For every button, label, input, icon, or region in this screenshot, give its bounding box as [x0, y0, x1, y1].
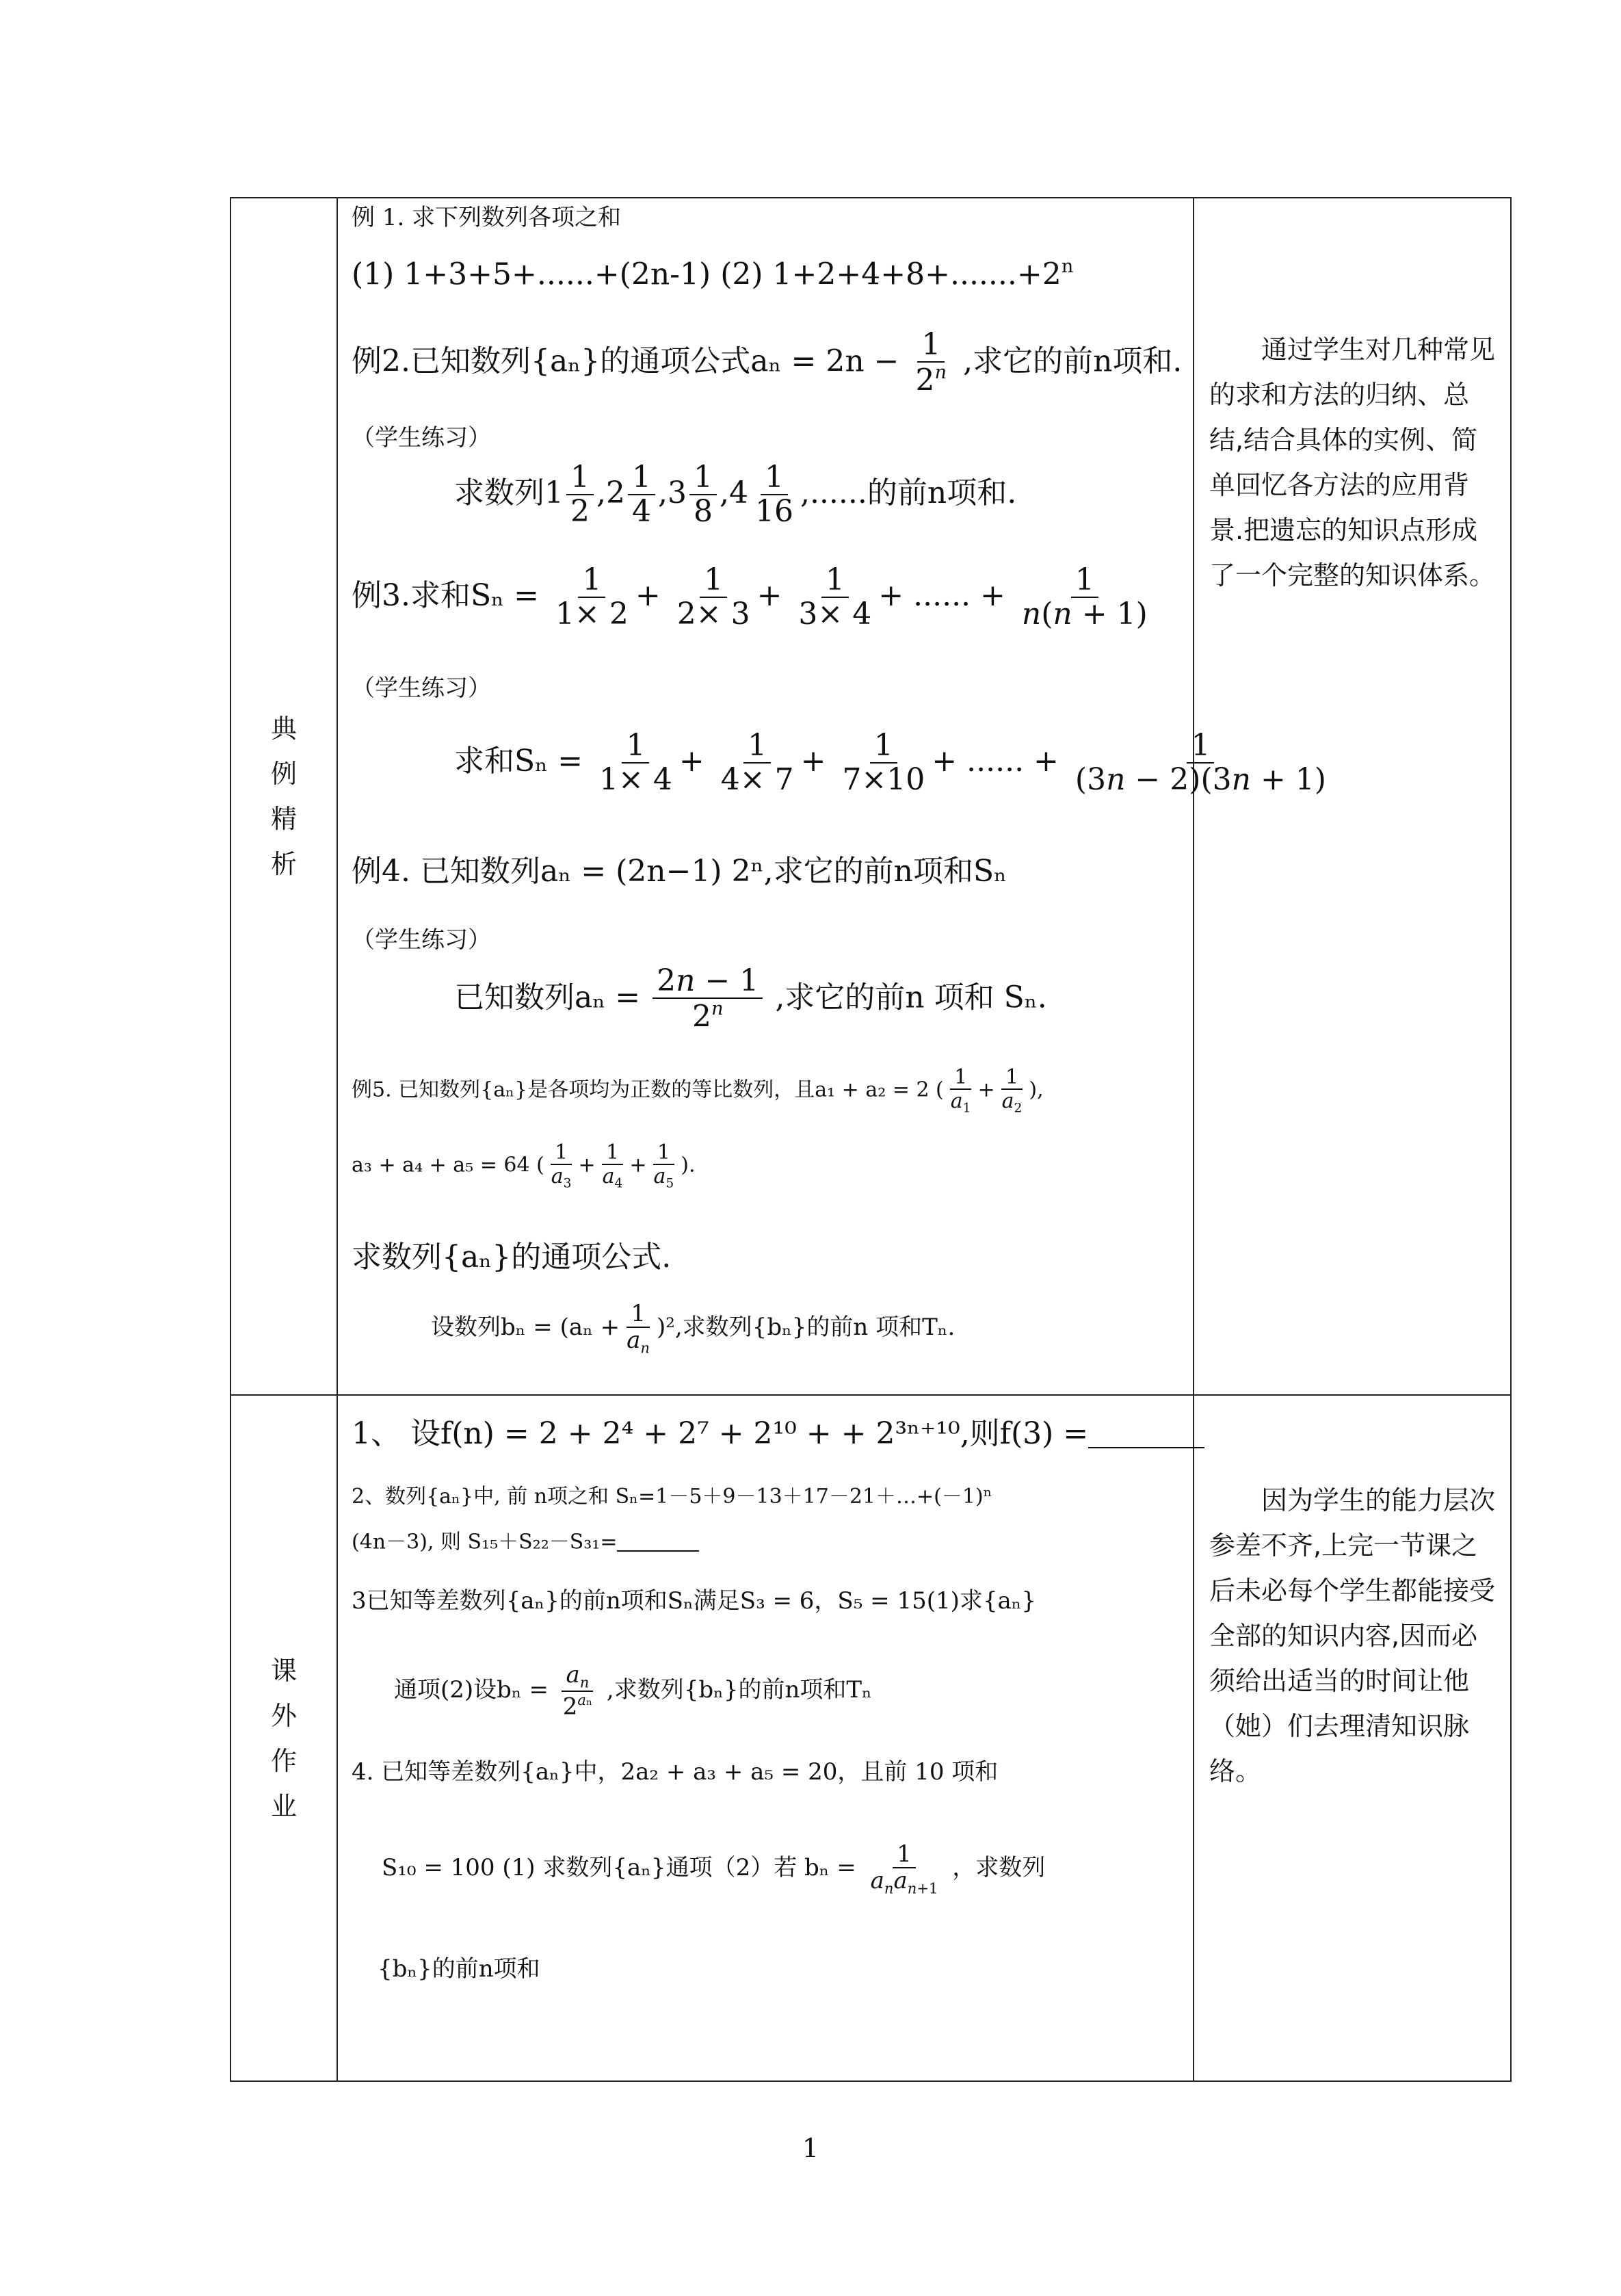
example-5-question-1: 求数列{aₙ}的通项公式.: [352, 1240, 672, 1275]
page-number: 1: [802, 2133, 819, 2163]
row-label-homework: 课 外 作 业: [230, 1395, 337, 2081]
practice-label-2: （学生练习）: [352, 675, 491, 702]
practice-2: 求和Sₙ = $\frac{1}{1\times 4}$ + $\frac{1}{4\times 7}$ + $\frac{1}{7\times 10}$ + ...... + $\frac{1}{(3n - 2)(3n + 1)}$: [454, 728, 1326, 798]
example-1-expressions: (1) 1+3+5+......+(2n-1) (2) $1+2+4+8+.......+2^n$: [352, 256, 1074, 292]
practice-label-3: （学生练习）: [352, 926, 491, 954]
row-label-examples: 典 例 精 析: [230, 198, 337, 1395]
homework-4-line-1: 4. 已知等差数列{aₙ}中，2a₂ + a₃ + a₅ = 20，且前 10 项和: [352, 1758, 999, 1786]
homework-3-line-1: 3已知等差数列{aₙ}的前n项和Sₙ满足S₃ = 6，S₅ = 15(1)求{aₙ}: [352, 1587, 1037, 1615]
example-5-question-2: 设数列bₙ = (aₙ + $\frac{1}{a_n}$ )²,求数列{bₙ}的前n 项和Tₙ.: [431, 1300, 956, 1357]
example-1-title: 例 1. 求下列数列各项之和: [352, 204, 622, 231]
answer-blank: [617, 1530, 699, 1552]
example-5-line-2: a₃ + a₄ + a₅ = 64 ( $\frac{1}{a_3}$ + $\frac{1}{a_4}$ + $\frac{1}{a_5}$ ).: [352, 1140, 696, 1191]
practice-1: 求数列1 $\frac{1}{2}$ ,2 $\frac{1}{4}$ ,3 $\frac{1}{8}$ ,4 $\frac{1}{16}$ ,......的前n项和.: [454, 460, 1017, 530]
example-3: 例3.求和Sₙ = $\frac{1}{1\times 2}$ + $\frac{1}{2\times 3}$ + $\frac{1}{3\times 4}$ + ...... + $\frac{1}{n(n + 1)}$: [352, 562, 1148, 632]
examples-content: [337, 198, 1326, 1395]
homework-4-line-2: S₁₀ = 100 (1) 求数列{aₙ}通项（2）若 bₙ = $\frac{1}{a_na_{n+1}}$ ，求数列: [382, 1840, 1046, 1897]
table-row-homework: [230, 1395, 1511, 2081]
example-2: 例2.已知数列{aₙ}的通项公式aₙ = 2n − $\frac{1}{2^n}$ ,求它的前n项和.: [352, 327, 1183, 399]
homework-content: [337, 1395, 1194, 2081]
homework-3-line-2: 通项(2)设bₙ = $\frac{a_n}{2^{a_n}}$ ,求数列{bₙ}的前n项和Tₙ: [394, 1661, 872, 1721]
example-4: 例4. 已知数列aₙ = (2n−1) 2ⁿ,求它的前n项和Sₙ: [352, 854, 1007, 889]
example-5-line-1: 例5. 已知数列{aₙ}是各项均为正数的等比数列，且a₁ + a₂ = 2 ( $\frac{1}{a_1}$ + $\frac{1}{a_2}$ ),: [352, 1065, 1044, 1116]
row-note-examples: 通过学生对几种常见的求和方法的归纳、总结,结合具体的实例、简单回忆各方法的应用背景.把遗忘的知识点形成了一个完整的知识体系。: [1194, 198, 1511, 1395]
homework-2-line-1: 2、数列{aₙ}中, 前 n项之和 Sₙ=1－5＋9－13＋17－21＋…+(－1)ⁿ: [352, 1485, 992, 1509]
homework-4-line-3: {bₙ}的前n项和: [378, 1955, 540, 1983]
homework-1: 1、 设f(n) = 2 + 2⁴ + 2⁷ + 2¹⁰ + + 2³ⁿ⁺¹⁰,则f(3) =: [352, 1416, 1204, 1452]
answer-blank: [1088, 1417, 1204, 1448]
table-row-examples: [230, 198, 1511, 1395]
practice-3: 已知数列aₙ = $\frac{2n - 1}{2^n}$ ,求它的前n 项和 Sₙ.: [454, 963, 1047, 1035]
row-note-homework: 因为学生的能力层次参差不齐,上完一节课之后未必每个学生都能接受全部的知识内容,因而必须给出适当的时间让他（她）们去理清知识脉络。: [1194, 1395, 1511, 2081]
practice-label-1: （学生练习）: [352, 424, 491, 452]
homework-2-line-2: (4n－3), 则 S₁₅＋S₂₂－S₃₁=: [352, 1530, 699, 1555]
lesson-table: [230, 197, 1512, 2082]
